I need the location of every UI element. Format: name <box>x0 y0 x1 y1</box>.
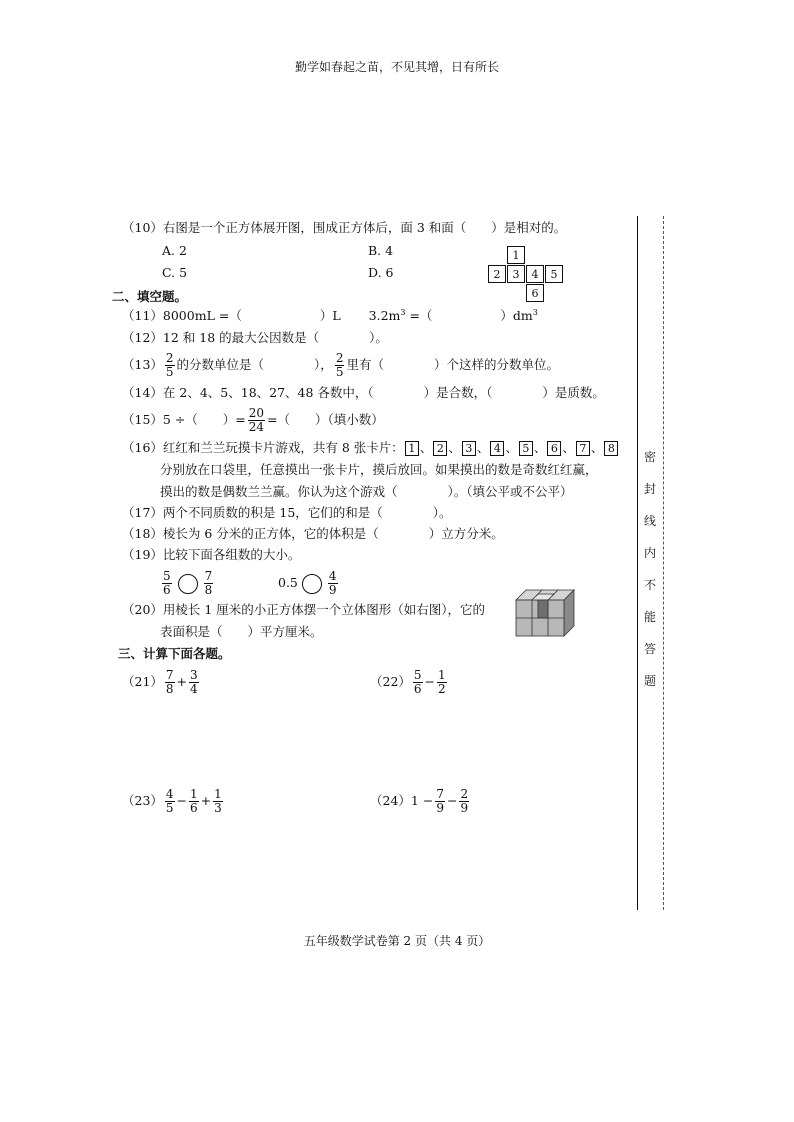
fraction: $\frac{2}{5}$ <box>335 351 344 379</box>
text: 3.2m <box>368 308 401 323</box>
question-24 <box>370 787 471 815</box>
text: =（ ）（填小数） <box>267 412 384 427</box>
card-box: 6 <box>547 441 561 456</box>
card-box: 3 <box>462 441 476 456</box>
section-title: 三、计算下面各题。 <box>118 646 231 661</box>
page-header: 勤学如春起之苗，不见其增，日有所长 <box>294 60 499 74</box>
text: 8000mL =（ <box>162 308 242 323</box>
seal-line-dashed <box>663 216 664 910</box>
card-box: 5 <box>519 441 533 456</box>
fraction: $\frac{7}{9}$ <box>436 787 444 815</box>
number: 0.5 <box>278 575 298 590</box>
net-face: 6 <box>526 284 544 302</box>
question-10 <box>122 218 566 238</box>
cube-stack-figure <box>514 588 576 638</box>
exponent: 3 <box>400 307 406 317</box>
page-footer: 五年级数学试卷第 2 页（共 4 页） <box>303 934 491 948</box>
question-number: （14） <box>122 385 163 400</box>
text: 1 − <box>410 793 434 808</box>
fraction: $\frac{7}{8}$ <box>204 569 213 597</box>
question-number: （16） <box>122 440 163 455</box>
card-box: 7 <box>576 441 590 456</box>
fraction: $\frac{2}{5}$ <box>165 351 174 379</box>
option-c: C. 5 <box>162 265 188 280</box>
question-16 <box>122 438 619 458</box>
text: ）dm <box>500 308 533 323</box>
separator: 、 <box>448 440 461 455</box>
separator: 、 <box>590 440 604 455</box>
question-18 <box>122 524 504 544</box>
text: 的分数单位是（ ）， <box>176 357 333 372</box>
fraction: $\frac{1}{2}$ <box>438 668 446 696</box>
seal-line-solid <box>637 216 638 910</box>
exponent: 3 <box>532 307 538 317</box>
question-15 <box>122 406 384 434</box>
compare-circle[interactable] <box>302 574 322 594</box>
question-21 <box>122 668 201 696</box>
question-17 <box>122 503 452 523</box>
seal-char: 密 <box>643 450 656 464</box>
question-number: （20） <box>122 602 163 617</box>
separator: 、 <box>476 440 490 455</box>
net-face: 5 <box>545 265 563 283</box>
question-20-line2: 表面积是（ ）平方厘米。 <box>160 624 323 639</box>
fraction: $\frac{4}{9}$ <box>328 569 337 597</box>
question-text: 在 2、4、5、18、27、48 各数中，（ ）是合数，（ ）是质数。 <box>162 385 605 400</box>
question-number: （18） <box>122 526 163 541</box>
text: 5 ÷（ ）= <box>162 412 246 427</box>
text: ）L <box>319 308 341 323</box>
question-16-line2: 分别放在口袋里，任意摸出一张卡片，摸后放回。如果摸出的数是奇数红红赢， <box>160 462 598 477</box>
question-number: （24） <box>370 793 411 808</box>
question-13 <box>122 352 559 378</box>
seal-char: 能 <box>643 610 656 624</box>
seal-char: 线 <box>643 514 656 528</box>
operator: + <box>200 793 212 808</box>
net-face: 4 <box>526 265 544 283</box>
fraction: $\frac{1}{3}$ <box>214 787 222 815</box>
seal-char: 封 <box>643 482 656 496</box>
compare-pair-1 <box>160 569 215 597</box>
fraction: $\frac{4}{5}$ <box>165 787 174 815</box>
card-box: 1 <box>405 441 419 456</box>
separator: 、 <box>419 440 433 455</box>
operator: + <box>176 674 188 689</box>
question-text: 用棱长 1 厘米的小正方体摆一个立体图形（如右图），它的 <box>162 602 486 617</box>
fraction: $\frac{1}{6}$ <box>190 787 198 815</box>
question-19 <box>122 545 300 565</box>
question-number: （21） <box>122 674 163 689</box>
question-number: （22） <box>370 674 411 689</box>
question-number: （23） <box>122 793 163 808</box>
cube-net-diagram <box>488 246 568 302</box>
text: =（ <box>405 308 433 323</box>
net-face: 3 <box>507 265 525 283</box>
question-12 <box>122 328 388 348</box>
separator: 、 <box>562 440 575 455</box>
separator: 、 <box>533 440 547 455</box>
question-number: （17） <box>122 505 163 520</box>
compare-pair-2 <box>278 569 340 597</box>
seal-char: 答 <box>643 642 656 656</box>
question-number: （11） <box>122 308 163 323</box>
question-16-line3: 摸出的数是偶数兰兰赢。你认为这个游戏（ ）。（填公平或不公平） <box>160 484 573 499</box>
separator: 、 <box>505 440 518 455</box>
question-text: 右图是一个正方体展开图，围成正方体后，面 3 和面（ ）是相对的。 <box>162 220 567 235</box>
question-number: （12） <box>122 330 163 345</box>
fraction: $\frac{20}{24}$ <box>248 406 265 434</box>
net-face: 2 <box>488 265 506 283</box>
question-number: （15） <box>122 412 163 427</box>
question-23 <box>122 787 225 815</box>
fraction: $\frac{3}{4}$ <box>190 668 198 696</box>
seal-char: 内 <box>643 546 656 560</box>
fraction: $\frac{7}{8}$ <box>165 668 174 696</box>
fraction: $\frac{2}{9}$ <box>460 787 469 815</box>
seal-char: 题 <box>643 674 656 688</box>
question-text: 比较下面各组数的大小。 <box>162 547 301 562</box>
option-a: A. 2 <box>162 243 187 258</box>
text: 红红和兰兰玩摸卡片游戏，共有 8 张卡片： <box>162 440 404 455</box>
question-text: 两个不同质数的积是 15，它们的和是（ ）。 <box>162 505 452 520</box>
fraction: $\frac{5}{6}$ <box>413 668 422 696</box>
section-title: 二、填空题。 <box>112 289 188 304</box>
operator: − <box>446 793 458 808</box>
compare-circle[interactable] <box>178 574 198 594</box>
operator: − <box>424 674 436 689</box>
question-text: 棱长为 6 分米的正方体，它的体积是（ ）立方分米。 <box>162 526 504 541</box>
seal-char: 不 <box>643 578 656 592</box>
text: 里有（ ）个这样的分数单位。 <box>346 357 559 372</box>
question-number: （10） <box>122 220 163 235</box>
question-20 <box>122 600 485 620</box>
card-list <box>404 440 620 455</box>
card-box: 8 <box>604 441 618 456</box>
question-number: （13） <box>122 357 163 372</box>
card-box: 4 <box>490 441 504 456</box>
fraction: $\frac{5}{6}$ <box>163 569 171 597</box>
question-11 <box>122 306 538 326</box>
question-22 <box>370 668 449 696</box>
option-b: B. 4 <box>368 243 394 258</box>
question-text: 12 和 18 的最大公因数是（ ）。 <box>162 330 388 345</box>
question-number: （19） <box>122 547 163 562</box>
card-box: 2 <box>433 441 447 456</box>
operator: − <box>176 793 188 808</box>
net-face: 1 <box>507 246 525 264</box>
question-14 <box>122 383 605 403</box>
option-d: D. 6 <box>368 265 394 280</box>
